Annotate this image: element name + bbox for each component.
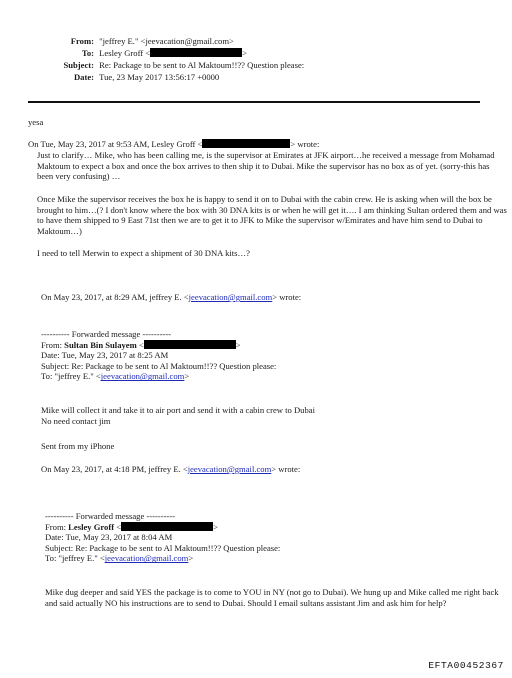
from-prefix: From: [45,521,69,532]
attribution-suffix: > wrote: [272,292,302,302]
message-line: No need contact jim [41,415,111,426]
header-subject-value: Re: Package to be sent to Al Maktoum!!?? Question please: [99,60,305,70]
redaction-bar [150,48,242,57]
document-id: EFTA00452367 [428,660,504,671]
header-divider [28,101,480,103]
from-prefix: From: [41,339,65,350]
sender-name: Sultan Bin Sulayem [64,339,137,350]
header-subject-row [0,60,304,71]
quoted-paragraph-2: Once Mike the supervisor receives the box he is happy to send it on to Dubai with the cabin crew. He is asking when will the box be brought to him…(? I don't know where the box with 30 DNA kits is or when he will get it…. I am thinking Sultan ordered them and was to have them shipped to 9 East 71st then we are to get it to JFK to Mike the supervisor w/Emirates and have him send to Dubai to Maktoum…) [37,194,507,236]
from-open: < [136,339,144,350]
from-open: < [114,521,122,532]
sent-from-signature: Sent from my iPhone [41,441,115,451]
from-close: > [235,339,241,350]
attribution-suffix: > wrote: [290,139,320,149]
forwarded-from [41,340,501,351]
redaction-bar [202,139,290,148]
to-prefix: To: "jeffrey E." < [41,371,101,382]
forwarded-header: ---------- Forwarded message ---------- [45,511,176,521]
lesley-message: Mike dug deeper and said YES the package is to come to YOU in NY (not go to Dubai). We hung up and Mike called me right back and said actually NO his instructions are to send to Dubai. Should I email sultans assistant Jim and ask him for help? [45,587,499,608]
forwarded-block-1 [41,329,501,382]
quote-attribution-1 [28,139,506,150]
attribution-text: On May 23, 2017, at 4:18 PM, jeffrey E. < [41,464,188,474]
email-link[interactable]: jeevacation@gmail.com [188,292,273,302]
forwarded-from [45,522,505,533]
quoted-paragraph-3: I need to tell Merwin to expect a shipment of 30 DNA kits…? [37,248,250,258]
to-suffix: > [184,371,190,382]
email-link[interactable]: jeevacation@gmail.com [187,464,272,474]
header-from-row [0,36,234,47]
header-to-label: To: [81,48,94,58]
header-to-value: Lesley Groff < [99,48,151,58]
forwarded-block-2 [45,511,505,564]
header-to-close: > [242,48,247,58]
from-close: > [213,521,218,532]
attribution-suffix: > wrote: [271,464,301,474]
quote-attribution-2 [41,292,512,303]
header-subject-label: Subject: [63,60,94,70]
header-date-label: Date: [73,72,94,82]
forwarded-to [41,371,501,382]
header-from-label: From: [70,36,94,46]
attribution-text: On May 23, 2017, at 8:29 AM, jeffrey E. < [41,292,189,302]
forwarded-to [45,553,505,564]
forwarded-date: Date: Tue, May 23, 2017 at 8:25 AM [41,350,169,361]
header-date-row [0,72,219,83]
to-suffix: > [188,553,194,564]
forwarded-header: ---------- Forwarded message ---------- [41,329,172,339]
to-prefix: To: "jeffrey E." < [45,553,105,564]
attribution-text: On Tue, May 23, 2017 at 9:53 AM, Lesley Groff < [28,139,203,149]
quoted-paragraph-1: Just to clarify… Mike, who has been calling me, is the supervisor at Emirates at JFK airport…he received a message from Mohamad Maktoum to expect a box and once the box arrives to then ship it to Dubai. Mike the supervisor has no box as of yet. (sorry-this has been very confusing) … [37,150,495,182]
redaction-bar [144,340,236,349]
header-to-row [0,48,247,59]
message-line: Mike will collect it and take it to air port and send it with a cabin crew to Dubai [41,405,315,415]
email-link[interactable]: jeevacation@gmail.com [100,371,185,382]
header-from-value: "jeffrey E." <jeevacation@gmail.com> [99,36,234,46]
forwarded-subject: Subject: Re: Package to be sent to Al Maktoum!!?? Question please: [45,542,281,553]
reply-text: yesa [28,117,44,127]
redaction-bar [121,522,213,531]
forwarded-date: Date: Tue, May 23, 2017 at 8:04 AM [45,532,173,543]
quote-attribution-3 [41,464,512,475]
sultan-message [41,405,501,426]
header-date-value: Tue, 23 May 2017 13:56:17 +0000 [99,72,220,82]
email-link[interactable]: jeevacation@gmail.com [104,553,189,564]
forwarded-subject: Subject: Re: Package to be sent to Al Maktoum!!?? Question please: [41,360,277,371]
sender-name: Lesley Groff [68,521,115,532]
